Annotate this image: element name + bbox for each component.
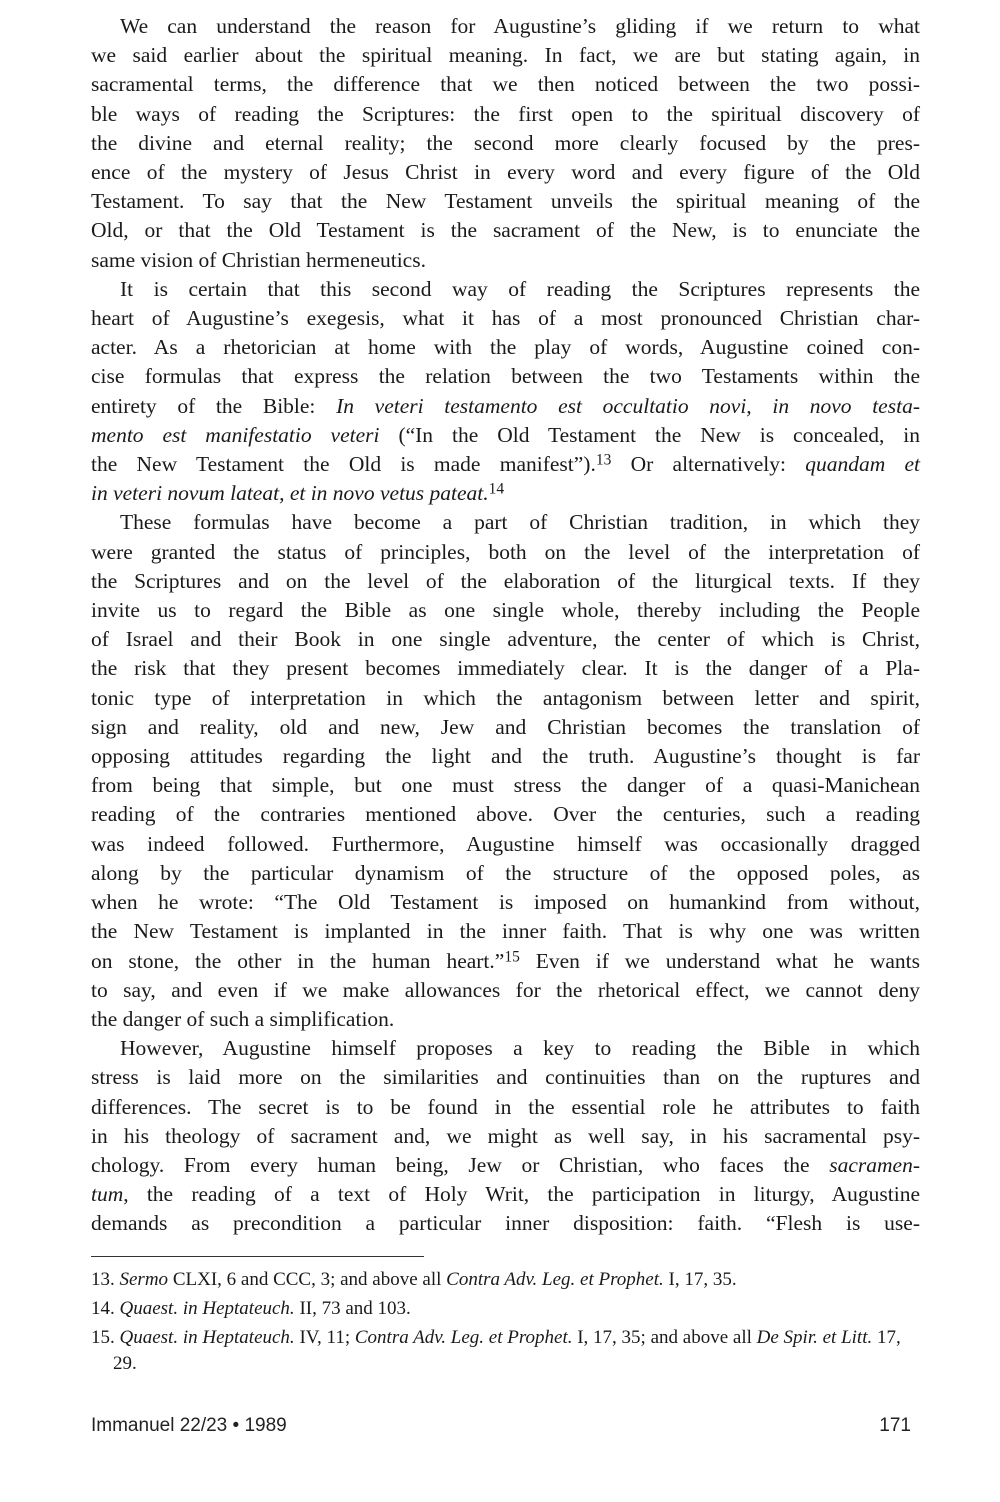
text-run: invite us to regard the Bible as one single whole, thereby including the People [91, 598, 920, 623]
text-run: chology. From every human being, Jew or Christian, who faces the [91, 1152, 830, 1177]
footnote [91, 1296, 920, 1322]
text-run: in his theology of sacrament and, we might as well say, in his sacramental psy- [91, 1123, 920, 1148]
paragraph [91, 508, 920, 1034]
text-line [91, 947, 920, 976]
text-run: Even if we understand what he wants [519, 948, 920, 973]
italic-text: Contra Adv. Leg. et Prophet. [446, 1269, 664, 1290]
text-line [91, 567, 920, 596]
text-run: from being that simple, but one must stress the danger of a quasi-Manichean [91, 773, 920, 798]
text-line [91, 1122, 920, 1151]
italic-text: mento est manifestatio veteri [91, 422, 380, 447]
footnote-reference: 13 [595, 451, 612, 469]
text-line [91, 362, 920, 391]
text-run: , the reading of a text of Holy Writ, the participation in liturgy, Augustine [123, 1182, 920, 1207]
italic-text: In veteri testamento est occultatio novi, in novo testa- [336, 393, 920, 418]
text-run: 13. [91, 1269, 120, 1290]
text-run: we said earlier about the spiritual meaning. In fact, we are but stating again, in [91, 43, 920, 68]
text-line [91, 1005, 920, 1034]
text-line [91, 70, 920, 99]
footnotes [91, 1267, 920, 1380]
text-line [91, 859, 920, 888]
text-line [91, 596, 920, 625]
text-line [91, 1180, 920, 1209]
main-text [91, 12, 920, 1239]
text-line [91, 800, 920, 829]
italic-text: De Spir. et Litt. [756, 1327, 873, 1348]
text-run: I, 17, 35; and above all [572, 1327, 757, 1348]
text-line [91, 1063, 920, 1092]
text-run: entirety of the Bible: [91, 393, 337, 418]
journal-citation: Immanuel 22/23 • 1989 [91, 1415, 287, 1436]
text-line [91, 12, 920, 41]
text-run: cise formulas that express the relation between the two Testaments within the [91, 364, 920, 389]
paragraph [91, 12, 920, 275]
text-line [91, 888, 920, 917]
text-run: sign and reality, old and new, Jew and Christian becomes the translation of [91, 714, 920, 739]
text-line [91, 1034, 920, 1063]
text-line [91, 625, 920, 654]
text-run: when he wrote: “The Old Testament is imposed on humankind from without, [91, 890, 920, 915]
text-run: sacramental terms, the difference that we then noticed between the two possi- [91, 72, 920, 97]
footnote-reference: 14 [488, 480, 505, 498]
page-footer [91, 1415, 911, 1437]
text-run: the New Testament the Old is made manifest”). [91, 452, 596, 477]
text-line [91, 100, 920, 129]
italic-text: Contra Adv. Leg. et Prophet. [354, 1327, 573, 1348]
text-line [91, 129, 920, 158]
text-run: to say, and even if we make allowances for the rhetorical effect, we cannot deny [91, 977, 920, 1002]
text-run: acter. As a rhetorician at home with the play of words, Augustine coined con- [91, 335, 920, 360]
text-line [91, 158, 920, 187]
text-run: 17, 29. [113, 1327, 901, 1374]
text-line [91, 654, 920, 683]
text-run: opposing attitudes regarding the light and the truth. Augustine’s thought is far [91, 744, 920, 769]
text-line [91, 771, 920, 800]
italic-text: in veteri novum lateat, et in novo vetus pateat. [91, 481, 489, 506]
text-line [91, 1093, 920, 1122]
text-line [91, 713, 920, 742]
text-run: the Scriptures and on the level of the elaboration of the liturgical texts. If they [91, 568, 920, 593]
text-run: on stone, the other in the human heart.” [91, 948, 505, 973]
footnote-reference: 15 [504, 948, 520, 965]
text-run: ence of the mystery of Jesus Christ in every word and every figure of the Old [91, 160, 920, 185]
text-line [91, 508, 920, 537]
text-line [91, 1151, 920, 1180]
text-run: stress is laid more on the similarities and continuities than on the ruptures and [91, 1065, 920, 1090]
italic-text: quandam et [805, 452, 921, 477]
text-run: were granted the status of principles, both on the level of the interpretation of [91, 539, 920, 564]
text-line [91, 538, 920, 567]
italic-text: sacramen- [829, 1152, 920, 1177]
text-line [91, 41, 920, 70]
text-run: differences. The secret is to be found in the essential role he attributes to faith [91, 1094, 920, 1119]
text-run: Or alternatively: [611, 452, 806, 477]
text-run: along by the particular dynamism of the structure of the opposed poles, as [91, 860, 920, 885]
text-run: the danger of such a simplification. [91, 1006, 395, 1031]
text-run: (“In the Old Testament the New is concealed, in [379, 422, 920, 447]
text-run: the New Testament is implanted in the inner faith. That is why one was written [91, 919, 920, 944]
footnote [91, 1267, 920, 1293]
text-line [91, 684, 920, 713]
text-run: It is certain that this second way of reading the Scriptures represents the [120, 276, 920, 301]
text-run: Testament. To say that the New Testament unveils the spiritual meaning of the [91, 189, 920, 214]
text-run: IV, 11; [294, 1327, 355, 1348]
text-line [91, 304, 920, 333]
text-run: the risk that they present becomes immediately clear. It is the danger of a Pla- [91, 656, 920, 681]
text-line [91, 479, 920, 508]
text-run: We can understand the reason for Augustine’s gliding if we return to what [120, 14, 920, 38]
text-run: These formulas have become a part of Christian tradition, in which they [120, 510, 920, 535]
text-line [91, 742, 920, 771]
text-run: ble ways of reading the Scriptures: the first open to the spiritual discovery of [91, 101, 920, 126]
italic-text: Quaest. in Heptateuch. [119, 1327, 295, 1348]
text-run: However, Augustine himself proposes a key to reading the Bible in which [120, 1036, 920, 1061]
text-run: Old, or that the Old Testament is the sacrament of the New, is to enunciate the [91, 218, 920, 243]
text-run: the divine and eternal reality; the second more clearly focused by the pres- [91, 130, 920, 155]
italic-text: Sermo [119, 1269, 169, 1290]
text-line [91, 917, 920, 946]
footnote [91, 1325, 920, 1377]
text-run: of Israel and their Book in one single adventure, the center of which is Christ, [91, 627, 920, 652]
text-run: heart of Augustine’s exegesis, what it has of a most pronounced Christian char- [91, 306, 920, 331]
text-line [91, 976, 920, 1005]
page-number: 171 [879, 1415, 911, 1436]
text-run: demands as precondition a particular inner disposition: faith. “Flesh is use- [91, 1211, 920, 1236]
text-line [91, 1209, 920, 1238]
text-run: same vision of Christian hermeneutics. [91, 247, 426, 272]
paragraph [91, 275, 920, 509]
text-line [91, 275, 920, 304]
text-line [91, 333, 920, 362]
text-line [91, 421, 920, 450]
italic-text: Quaest. in Heptateuch. [119, 1298, 295, 1319]
text-run: was indeed followed. Furthermore, Augustine himself was occasionally dragged [91, 831, 920, 856]
text-run: reading of the contraries mentioned above. Over the centuries, such a reading [91, 802, 920, 827]
text-run: II, 73 and 103. [294, 1298, 411, 1319]
text-run: tonic type of interpretation in which the antagonism between letter and spirit, [91, 685, 920, 710]
text-line [91, 392, 920, 421]
text-run: I, 17, 35. [663, 1269, 737, 1290]
italic-text: tum [91, 1182, 124, 1207]
text-line [91, 187, 920, 216]
footnote-divider [91, 1256, 424, 1257]
text-line [91, 450, 920, 479]
text-run: CLXI, 6 and CCC, 3; and above all [168, 1269, 447, 1290]
text-line [91, 830, 920, 859]
text-run: 14. [91, 1298, 120, 1319]
text-line [91, 246, 920, 275]
text-line [91, 216, 920, 245]
paragraph [91, 1034, 920, 1238]
text-run: 15. [91, 1327, 120, 1348]
